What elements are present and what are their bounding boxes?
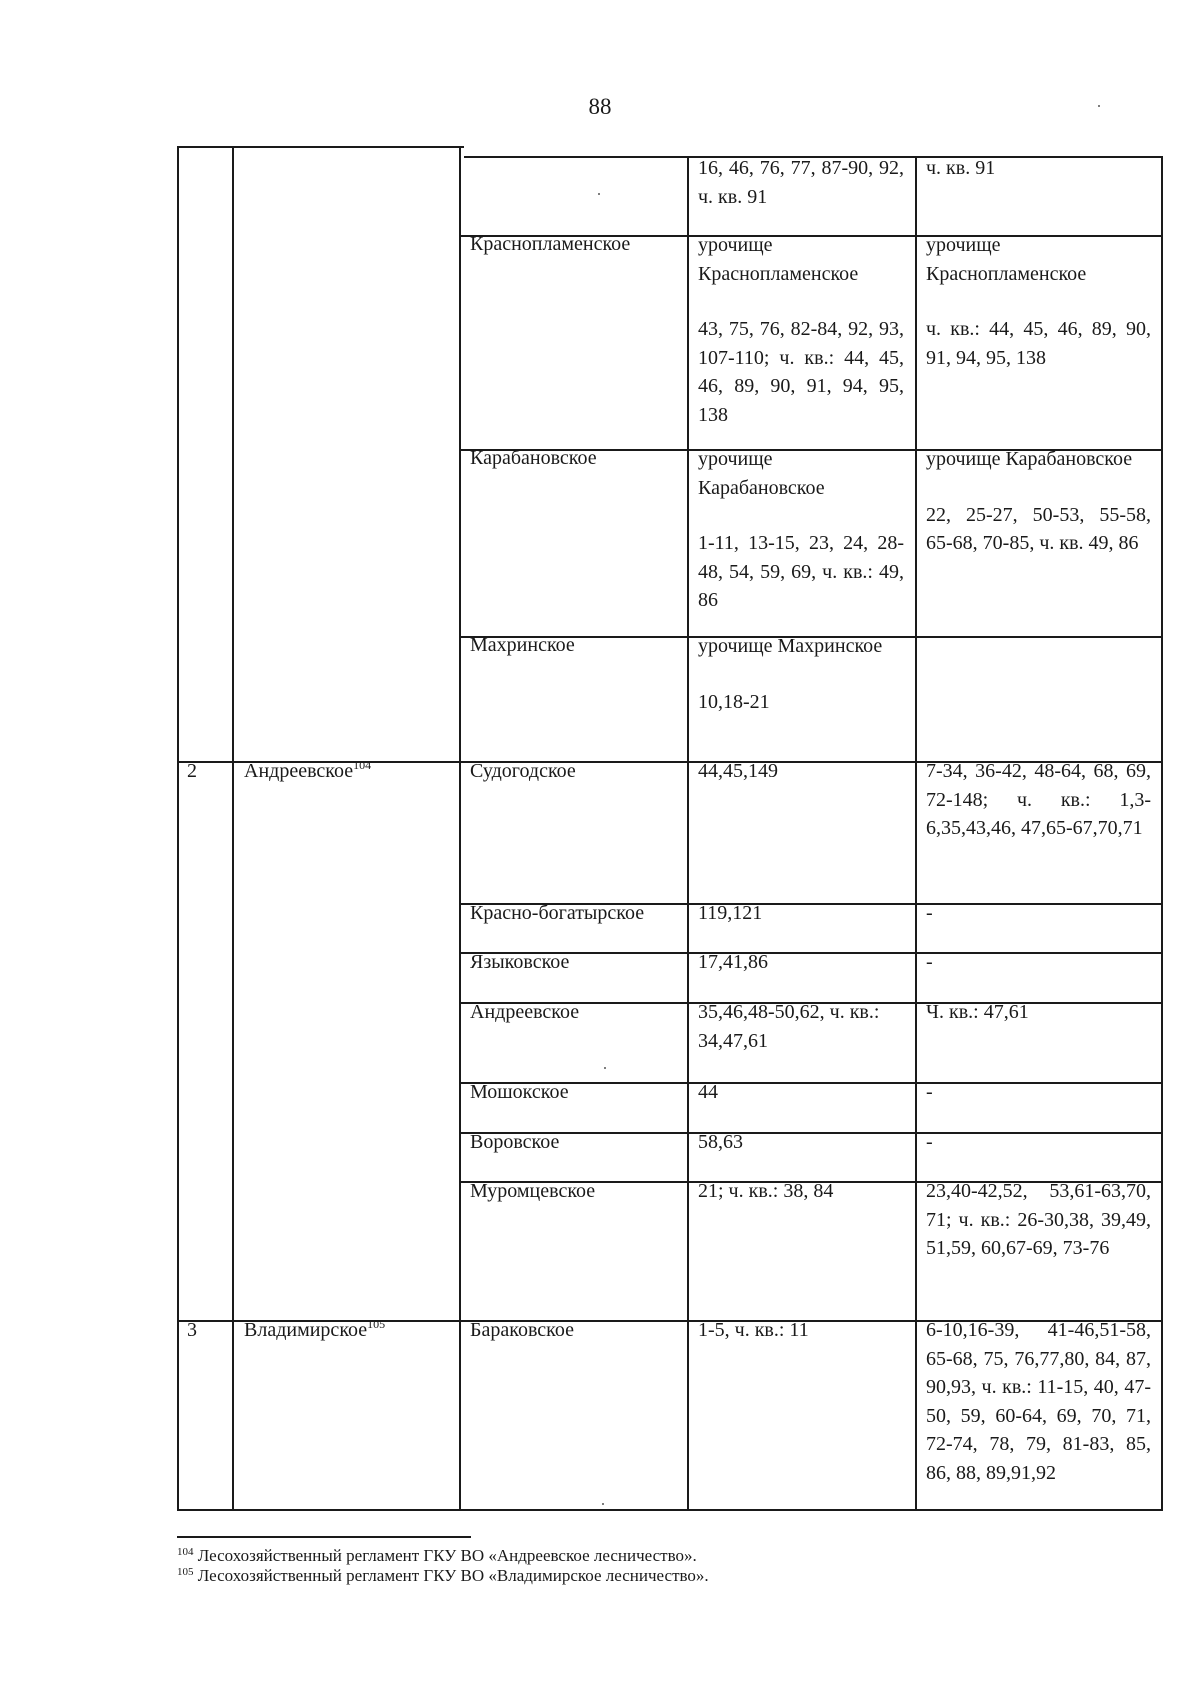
quarter-list: 1-11, 13-15, 23, 24, 28-48, 54, 59, 69, ч. кв.: 49, 86 [698,532,904,611]
table-border-top [177,146,464,148]
quarters-cell: 21; ч. кв.: 38, 84 [698,1180,834,1202]
partial-quarters-cell: 6-10,16-39, 41-46,51-58, 65-68, 75, 76,77,80, 84, 87, 90,93, ч. кв.: 11-15, 40, 47-50, 59, 60-64, 69, 70, 71, 72-74, 78, 79, 81-83, 85, 86, 88, 89,91,92 [926,1319,1151,1484]
district-name: Махринское [470,634,575,656]
table-border-right [1161,156,1163,1510]
forestry-name-text: Андреевское [244,760,354,782]
tract-label: урочище Карабановское [926,448,1133,470]
quarters-cell: 35,46,48-50,62, ч. кв.: 34,47,61 [698,1001,880,1052]
district-name: Краснопламенское [470,233,631,255]
table-border-left [177,146,179,1510]
quarter-list: 10,18-21 [698,690,770,713]
district-name: Судогодское [470,760,576,782]
footnote-text: Лесохозяйственный регламент ГКУ ВО «Владимирское лесничество». [197,1566,709,1585]
tract-label: урочище Краснопламенское [926,234,1087,285]
partial-quarters-cell: - [926,1081,933,1103]
partial-quarters-cell [926,231,1151,372]
scan-speck [1098,105,1100,107]
district-name: Карабановское [470,447,597,469]
footnote-number: 104 [177,1546,194,1558]
quarters-cell: 44 [698,1081,718,1103]
quarter-list: 43, 75, 76, 82-84, 92, 93, 107-110; ч. кв.: 44, 45, 46, 89, 90, 91, 94, 95, 138 [698,318,904,426]
page-number: 88 [588,94,612,119]
footnote [177,1566,709,1586]
partial-quarters-cell: - [926,951,933,973]
column-separator [232,146,234,1510]
scan-speck [598,193,600,195]
table-border-bottom [177,1509,1163,1511]
continuation-quarters: 16, 46, 76, 77, 87-90, 92, ч. кв. 91 [698,157,904,208]
quarters-cell: 119,121 [698,902,763,924]
partial-quarters-cell: - [926,1131,933,1153]
partial-quarters-cell: - [926,902,933,924]
footnote-ref: 104 [353,758,372,772]
footnote-ref: 105 [367,1317,386,1331]
district-name: Бараковское [470,1319,574,1341]
district-name: Муромцевское [470,1180,596,1202]
partial-quarters-cell: Ч. кв.: 47,61 [926,1001,1029,1023]
scan-speck [602,1503,604,1505]
tract-label: урочище Краснопламенское [698,234,859,285]
quarter-list: 22, 25-27, 50-53, 55-58, 65-68, 70-85, ч. кв. 49, 86 [926,503,1151,554]
tract-label: урочище Махринское [698,635,883,657]
forestry-name [244,757,454,786]
partial-quarters-cell [926,445,1151,558]
district-name: Андреевское [470,1001,580,1023]
forestry-name [244,1316,454,1345]
district-name: Красно-богатырское [470,902,645,924]
quarters-cell [698,445,904,615]
footnote [177,1546,697,1566]
footnote-number: 105 [177,1566,194,1578]
scan-speck [604,1067,606,1069]
column-separator [459,146,461,1510]
partial-quarters-cell: 23,40-42,52, 53,61-63,70, 71; ч. кв.: 26-30,38, 39,49, 51,59, 60,67-69, 73-76 [926,1180,1151,1259]
column-separator [687,156,689,1510]
district-name: Воровское [470,1131,560,1153]
row-number: 3 [187,1319,197,1341]
continuation-partial-quarters: ч. кв. 91 [926,157,996,179]
district-name: Мошокское [470,1081,569,1103]
column-separator [915,156,917,1510]
partial-quarters-cell: 7-34, 36-42, 48-64, 68, 69, 72-148; ч. кв.: 1,3-6,35,43,46, 47,65-67,70,71 [926,760,1151,839]
tract-label: урочище Карабановское [698,448,825,499]
quarters-cell: 58,63 [698,1131,743,1153]
quarter-list: ч. кв.: 44, 45, 46, 89, 90, 91, 94, 95, 138 [926,318,1151,369]
footnote-separator [177,1536,471,1538]
row-number: 2 [187,760,197,782]
quarters-cell: 1-5, ч. кв.: 11 [698,1319,809,1341]
forestry-name-text: Владимирское [244,1319,368,1341]
quarters-cell: 44,45,149 [698,760,778,782]
quarters-cell [698,632,904,716]
quarters-cell [698,231,904,429]
footnote-text: Лесохозяйственный регламент ГКУ ВО «Андреевское лесничество». [197,1546,697,1565]
quarters-cell: 17,41,86 [698,951,768,973]
district-name: Языковское [470,951,570,973]
